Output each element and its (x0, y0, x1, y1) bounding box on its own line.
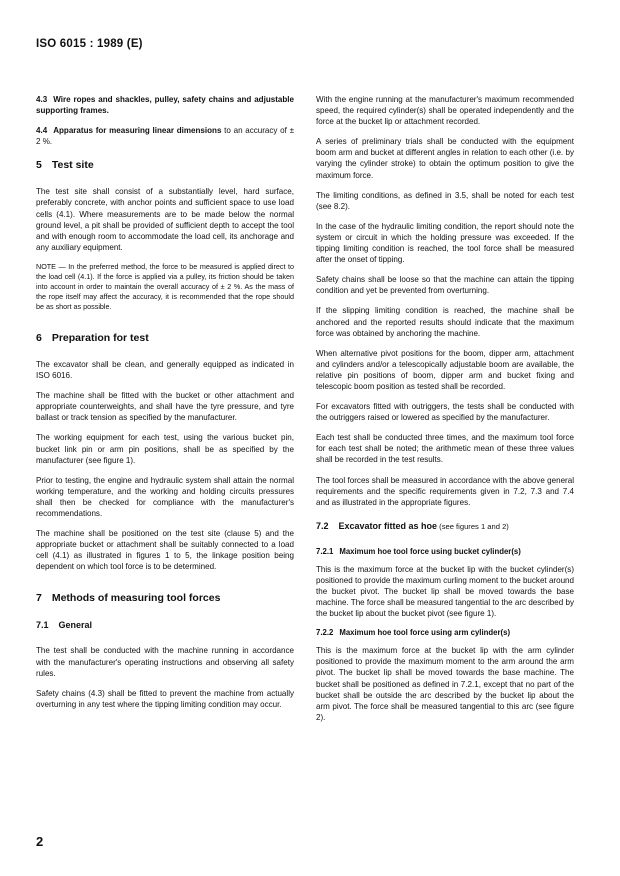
subclause-7-2-2-heading (316, 628, 574, 638)
paragraph: A series of preliminary trials shall be conducted with the equipment boom arm and bucket at different angles in relation to each other (i.e. by varying the cylinder stroke) to obtain the optimum position to give the maximum force. (316, 137, 574, 180)
section-title: Methods of measuring tool forces (51, 592, 221, 605)
subclause-text: to an accuracy of ± 2 %. (36, 126, 295, 147)
paragraph: Safety chains (4.3) shall be fitted to prevent the machine from actually overturning in any test where the tipping limiting condition may occur. (36, 688, 294, 709)
section-7-heading (36, 592, 294, 605)
right-column (316, 94, 574, 732)
section-6-heading (36, 332, 294, 345)
section-number: 6 (36, 331, 42, 344)
subclause-title: Wire ropes and shackles, pulley, safety chains and adjustable supporting frames. (36, 95, 294, 116)
subclause-4-3 (36, 94, 294, 116)
paragraph: If the slipping limiting condition is reached, the machine shall be anchored and the reported results should indicate that the maximum force was obtained by anchoring the machine. (316, 306, 574, 338)
paragraph: Each test shall be conducted three times, and the maximum tool force for each test shall be noted; the arithmetic mean of these three values shall be recorded in the test results. (316, 433, 574, 465)
clause-7-2-heading (316, 520, 574, 533)
paragraph: This is the maximum force at the bucket lip with the bucket cylinder(s) positioned to provide the maximum curling moment to the bucket around the bucket pivot. The bucket lip shall be moved towards the base machine. The force shall be measured tangential to the arc described by the bucket lip about the bucket pivot (see figure 1). (316, 564, 574, 619)
paragraph: With the engine running at the manufacturer's maximum recommended speed, the required cylinder(s) shall be operated independently and the force at the bucket lip or attachment recorded. (316, 95, 574, 127)
subclause-title: Apparatus for measuring linear dimensions (53, 126, 222, 136)
subclause-number: 7.2.2 (316, 628, 334, 638)
clause-number: 7.1 (36, 620, 49, 631)
section-number: 7 (36, 592, 42, 605)
note: NOTE — In the preferred method, the force to be measured is applied direct to the load cell (4.1). If the force is applied via a pulley, its friction should be taken into account in order to maintain the overall accuracy of ± 2 %. As the mass of the rope itself may affect the accuracy, it is recommended that the rope should be as short as possible. (36, 261, 294, 311)
paragraph: This is the maximum force at the bucket lip with the arm cylinder positioned to provide the maximum moment to the arm around the arm pivot. The bucket lip shall be moved towards the base machine. The bucket shall be positioned as defined in 7.2.1, except that no part of the bucket shall be outside the arc described by the bucket lip about the arm pivot. The force shall be measured tangential to this arc (see figure 2). (316, 646, 574, 722)
paragraph: In the case of the hydraulic limiting condition, the report should note the system or circuit in which the holding pressure was exceeded. If the tipping limiting condition is reached, the tool force shall be measured after the onset of tipping. (316, 221, 574, 265)
subclause-number: 7.2.1 (316, 546, 334, 556)
subclause-number: 4.4 (36, 126, 48, 136)
subclause-7-2-1-heading (316, 547, 574, 557)
paragraph: The working equipment for each test, using the various bucket pin, bucket link pin or arm pin positions, shall be as specified by the manufacturer (see figure 1). (36, 433, 294, 465)
paragraph: The tool forces shall be measured in accordance with the above general requirements and the specific requirements given in 7.2, 7.3 and 7.4 and as illustrated in the appropriate figures. (316, 475, 574, 507)
paragraph: The excavator shall be clean, and generally equipped as indicated in ISO 6016. (36, 359, 294, 381)
paragraph: Safety chains shall be loose so that the machine can attain the tipping condition and yet be prevented from overturning. (316, 275, 574, 296)
paragraph: The limiting conditions, as defined in 3.5, shall be noted for each test (see 8.2). (316, 190, 574, 211)
paragraph: The machine shall be fitted with the bucket or other attachment and appropriate counterweights, and shall have the tyre pressure, and tyre ballast or track tension as specified by the manufacturer. (36, 391, 294, 423)
page-header: ISO 6015 : 1989 (E) (36, 38, 143, 50)
paragraph: The test site shall consist of a substantially level, hard surface, preferably concrete, with anchor points and sufficient space to use load cells (4.1). Where measurements are to be made below the normal ground level, a pit shall be provided of sufficient depth to accept the tool and with enough room to accommodate the load cell, its anchorage and any auxiliary equipment. (36, 187, 294, 252)
subclause-title: Maximum hoe tool force using arm cylinder(s) (339, 628, 511, 638)
paragraph: For excavators fitted with outriggers, the tests shall be conducted with the outriggers raised or lowered as specified by the manufacturer. (316, 402, 574, 423)
page-number: 2 (36, 834, 44, 849)
section-number: 5 (36, 159, 42, 172)
section-title: Test site (51, 159, 94, 172)
subclause-title: Maximum hoe tool force using bucket cylinder(s) (339, 546, 521, 556)
clause-number: 7.2 (316, 520, 329, 531)
clause-title: General (58, 620, 93, 631)
paragraph: The test shall be conducted with the machine running in accordance with the manufacturer's operating instructions and observing all safety rules. (36, 646, 294, 678)
paragraph: The machine shall be positioned on the test site (clause 5) and the appropriate bucket or attachment shall be suitably connected to a load cell (4.1) as illustrated in figures 1 to 5, the linkage position being dependent on which tool force is to be determined. (36, 529, 294, 572)
clause-title: Excavator fitted as hoe (338, 520, 438, 531)
left-column (36, 94, 294, 719)
paragraph: When alternative pivot positions for the boom, dipper arm, attachment and cylinders and/or a telescopically adjustable boom are available, the relative pin positions of boom, dipper arm and bucket fixing and telescopic boom position as tested shall be recorded. (316, 348, 574, 391)
paragraph: Prior to testing, the engine and hydraulic system shall attain the normal working temperature, and the working and holding circuits pressures shall then be checked for compliance with the manufacturer's recommendations. (36, 475, 294, 518)
subclause-4-4 (36, 125, 294, 147)
clause-figure-reference: (see figures 1 and 2) (437, 521, 509, 531)
clause-7-1-heading (36, 619, 294, 631)
section-title: Preparation for test (51, 331, 149, 344)
subclause-number: 4.3 (36, 95, 48, 104)
section-5-heading (36, 159, 294, 172)
